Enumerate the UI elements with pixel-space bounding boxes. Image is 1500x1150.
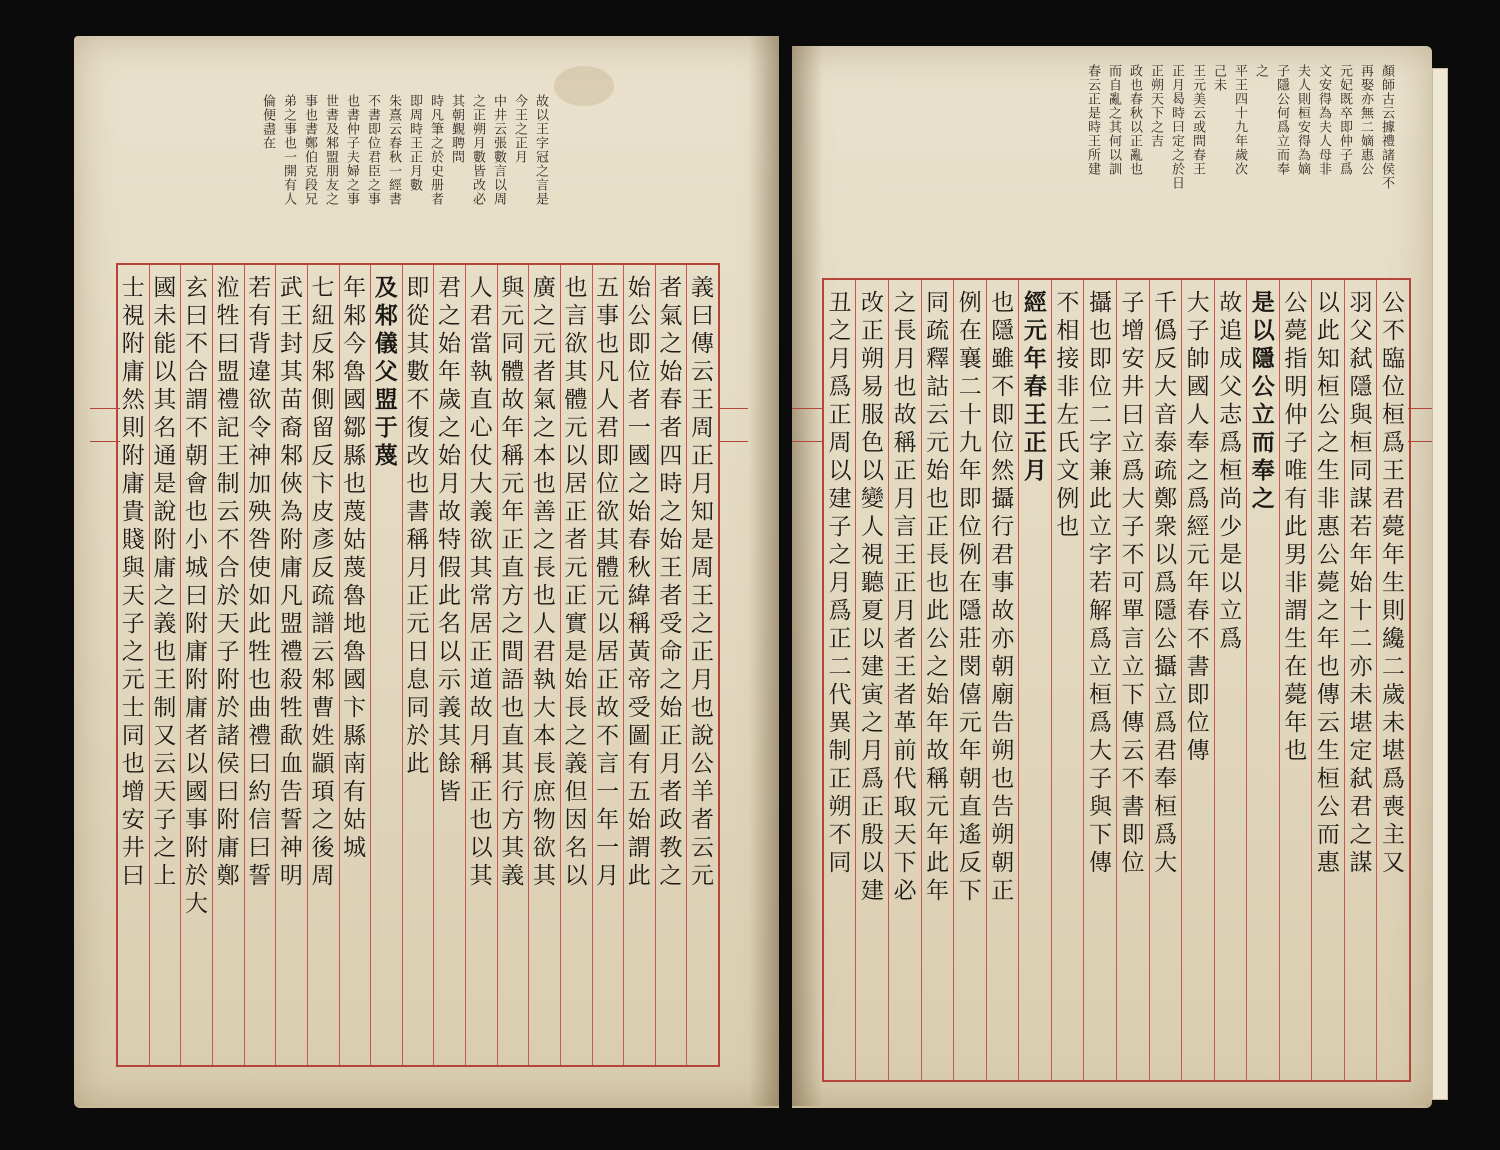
left-margin-tab bbox=[90, 408, 120, 442]
left-frame-column: 武王封其苗裔邾俠為附庸凡盟禮殺牲歃血告誓神明 bbox=[275, 265, 307, 1065]
right-frame-column: 攝也即位二字兼此立字若解爲立桓爲大子與下傳 bbox=[1083, 280, 1116, 1080]
left-headnote-column: 故以王字冠之言是 bbox=[533, 94, 548, 206]
left-page bbox=[74, 36, 779, 1106]
left-margin-tab bbox=[718, 408, 748, 442]
left-frame-column: 者氣之始春者四時之始王者受命之始正月者政教之 bbox=[655, 265, 687, 1065]
left-headnote bbox=[229, 94, 549, 264]
left-frame-column: 及邾儀父盟于蔑 bbox=[370, 265, 402, 1065]
right-frame-column: 子增安井曰立爲大子不可單言立下傳云不書即位 bbox=[1116, 280, 1149, 1080]
right-frame-column: 丑之月爲正周以建子之月爲正二代異制正朔不同 bbox=[824, 290, 851, 878]
right-headnote-column: 平王四十九年歲次 bbox=[1232, 64, 1247, 176]
right-headnote-column: 夫人則桓安得為嫡 bbox=[1295, 64, 1310, 176]
left-headnote-column: 弟之事也一開有人 bbox=[281, 94, 296, 206]
left-headnote-column: 即周時王正月數 bbox=[407, 94, 422, 192]
right-headnote-column: 正朔天下之吉 bbox=[1148, 64, 1163, 148]
left-headnote-column: 也書仲子夫婦之事 bbox=[344, 94, 359, 206]
right-frame-column: 故追成父志爲桓尚少是以立爲 bbox=[1214, 280, 1247, 1080]
right-frame-column: 以此知桓公之生非惠公薨之年也傳云生桓公而惠 bbox=[1311, 280, 1344, 1080]
right-headnote-column: 文安得為夫人母非 bbox=[1316, 64, 1331, 176]
right-headnote-column: 元妃既卒即仲子爲 bbox=[1337, 64, 1352, 176]
right-headnote-column: 而自亂之其何以訓 bbox=[1106, 64, 1121, 176]
right-frame-column: 公不臨位桓爲王君薨年生則纔二歲未堪爲喪主又 bbox=[1376, 280, 1409, 1080]
right-frame-column: 也隱雖不即位然攝行君事故亦朝廟告朔也告朔朝正 bbox=[986, 280, 1019, 1080]
right-frame-column: 羽父弑隱與桓同謀若年始十二亦未堪定弑君之謀 bbox=[1344, 280, 1377, 1080]
left-headnote-column: 事也書鄭伯克段兄 bbox=[302, 94, 317, 206]
left-frame-column: 年邾今魯國鄒縣也蔑姑蔑魯地魯國卞縣南有姑城 bbox=[339, 265, 371, 1065]
page-edge bbox=[1432, 68, 1448, 1100]
right-frame-column: 改正朔易服色以變人視聽夏以建寅之月爲正殷以建 bbox=[855, 280, 888, 1080]
open-book bbox=[44, 28, 1464, 1123]
right-headnote-column: 正月曷時曰定之於日 bbox=[1169, 64, 1184, 190]
right-headnote-column: 春云正是時王所建 bbox=[1085, 64, 1100, 176]
right-frame-column: 不相接非左氏文例也 bbox=[1051, 280, 1084, 1080]
right-frame-column: 之長月也故稱正月言王正月者王者革前代取天下必 bbox=[888, 280, 921, 1080]
left-frame-column: 義曰傳云王周正月知是周王之正月也說公羊者云元 bbox=[686, 265, 718, 1065]
left-frame-column: 與元同體故年稱元年正直方之間語也直其行方其義 bbox=[497, 265, 529, 1065]
right-frame-column: 是以隱公立而奉之 bbox=[1246, 280, 1279, 1080]
left-frame-column: 五事也凡人君即位欲其體元以居正故不言一年一月 bbox=[592, 265, 624, 1065]
left-headnote-column: 時凡筆之於史册者 bbox=[428, 94, 443, 206]
left-headnote-column: 倫便盡在 bbox=[260, 94, 275, 150]
left-frame-column: 若有背違欲令神加殃咎使如此牲也曲禮曰約信曰誓 bbox=[244, 265, 276, 1065]
left-frame-column: 君之始年歲之始月故特假此名以示義其餘皆 bbox=[433, 265, 465, 1065]
left-headnote-column: 中井云張數言以周 bbox=[491, 94, 506, 206]
left-headnote-column: 其朝覲聘問 bbox=[449, 94, 464, 164]
right-frame-column: 同疏釋詁云元始也正長也此公之始年故稱元年此年 bbox=[921, 280, 954, 1080]
left-frame-column: 涖牲曰盟禮記王制云不合於天子附於諸侯曰附庸鄭 bbox=[212, 265, 244, 1065]
left-frame-column: 玄曰不合謂不朝會也小城曰附庸附庸者以國事附於大 bbox=[180, 265, 212, 1065]
right-headnote-column: 再娶亦無二嫡惠公 bbox=[1358, 64, 1373, 176]
right-frame-column: 千僞反大音泰疏鄭衆以爲隱公攝立爲君奉桓爲大 bbox=[1149, 280, 1182, 1080]
left-frame-column: 七紐反邾側留反卞皮彥反疏譜云邾曹姓顓頊之後周 bbox=[307, 265, 339, 1065]
left-frame-column: 國未能以其名通是說附庸之義也王制又云天子之上 bbox=[149, 265, 181, 1065]
right-frame-column: 公薨指明仲子唯有此男非謂生在薨年也 bbox=[1279, 280, 1312, 1080]
right-headnote-column: 己未 bbox=[1211, 64, 1226, 92]
left-headnote-column: 不書即位君臣之事 bbox=[365, 94, 380, 206]
left-frame-column: 廣之元者氣之本也善之長也人君執大本長庶物欲其 bbox=[528, 265, 560, 1065]
left-frame-column: 士視附庸然則附庸貴賤與天子之元士同也增安井曰 bbox=[118, 275, 144, 891]
left-headnote-column: 今王之正月 bbox=[512, 94, 527, 164]
right-frame-column: 經元年春王正月 bbox=[1018, 280, 1051, 1080]
left-frame-column: 即從其數不復改也書稱月正元日息同於此 bbox=[402, 265, 434, 1065]
left-frame-column: 始公即位者一國之始春秋緯稱黃帝受圖有五始謂此 bbox=[623, 265, 655, 1065]
paper-stain bbox=[554, 66, 614, 106]
right-text-frame bbox=[822, 278, 1411, 1082]
right-margin-tab bbox=[792, 408, 822, 442]
right-frame-column: 大子帥國人奉之爲經元年春不書即位傳 bbox=[1181, 280, 1214, 1080]
left-headnote-column: 之正朔月數皆改必 bbox=[470, 94, 485, 206]
right-page bbox=[792, 46, 1432, 1106]
right-headnote bbox=[830, 64, 1395, 274]
left-headnote-column: 世書及邾盟朋友之 bbox=[323, 94, 338, 206]
right-headnote-column: 之 bbox=[1253, 64, 1268, 78]
left-frame-column: 人君當執直心仗大義欲其常居正道故月稱正也以其 bbox=[465, 265, 497, 1065]
right-headnote-column: 子隱公何爲立而奉 bbox=[1274, 64, 1289, 176]
right-headnote-column: 政也春秋以正亂也 bbox=[1127, 64, 1142, 176]
right-frame-column: 例在襄二十九年即位例在隱莊閔僖元年朝直遙反下 bbox=[953, 280, 986, 1080]
right-headnote-column: 顏師古云據禮諸侯不 bbox=[1379, 64, 1394, 190]
left-text-frame bbox=[116, 263, 720, 1067]
left-frame-column: 也言欲其體元以居正者元正實是始長之義但因名以 bbox=[560, 265, 592, 1065]
left-headnote-column: 朱熹云春秋一經書 bbox=[386, 94, 401, 206]
right-headnote-column: 王元美云或問春王 bbox=[1190, 64, 1205, 176]
